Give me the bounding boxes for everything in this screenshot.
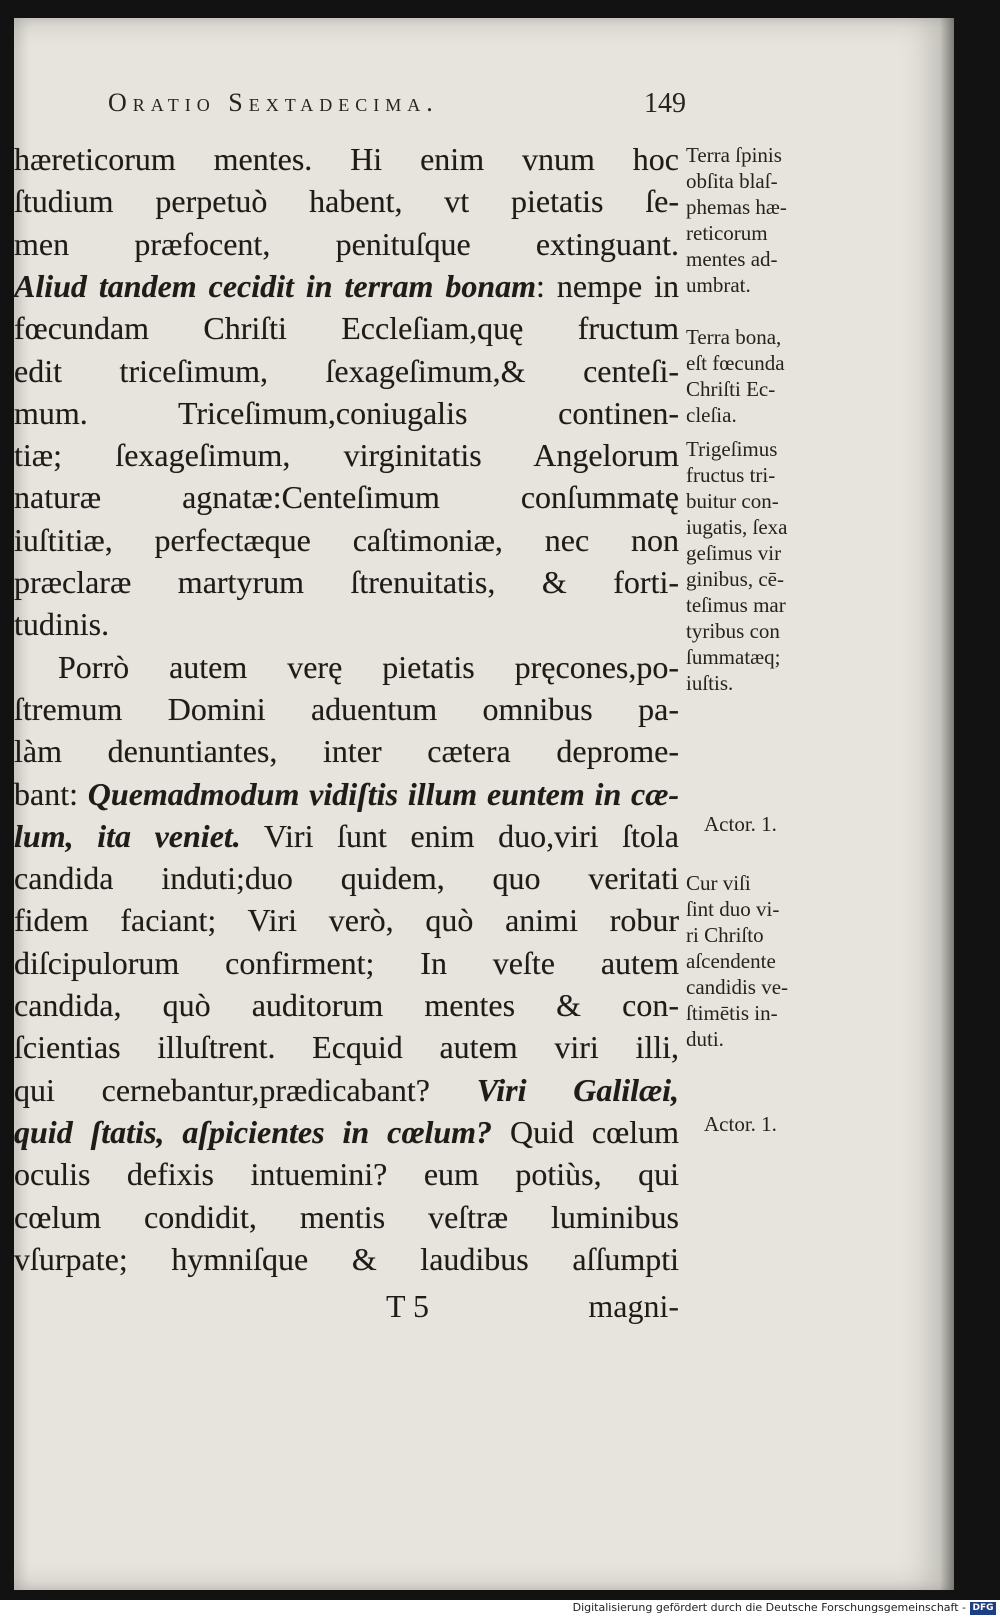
dfg-logo: DFG bbox=[970, 1602, 996, 1615]
text-line bbox=[14, 265, 679, 307]
margin-note-line: umbrat. bbox=[686, 273, 751, 297]
margin-note-line: iugatis, ſexa bbox=[686, 515, 788, 539]
text-run: : nempe in bbox=[536, 267, 679, 304]
margin-note bbox=[704, 1111, 854, 1137]
text-run: tudinis. bbox=[14, 606, 110, 643]
text-line bbox=[14, 223, 679, 265]
italic-text-run: Aliud tandem cecidit in terram bonam bbox=[14, 267, 537, 304]
text-line bbox=[14, 857, 679, 899]
text-line bbox=[14, 1111, 679, 1153]
text-line bbox=[14, 984, 679, 1026]
text-line bbox=[14, 773, 679, 815]
italic-text-run: Quemadmodum vidiſtis illum euntem in cæ- bbox=[87, 775, 680, 812]
page-number: 149 bbox=[644, 88, 686, 119]
text-line bbox=[14, 561, 679, 603]
text-run: ſtudium perpetuò habent, vt pietatis ſe- bbox=[14, 183, 679, 220]
text-run: præclaræ martyrum ſtrenuitatis, & forti- bbox=[14, 564, 679, 600]
text-line bbox=[14, 899, 679, 941]
text-line bbox=[14, 815, 679, 857]
text-line bbox=[14, 688, 679, 730]
text-run: ſcientias illuſtrent. Ecquid autem viri illi, bbox=[14, 1029, 679, 1066]
running-head-title: Oratio Sextadecima. bbox=[108, 88, 439, 117]
margin-note-line: iuſtis. bbox=[686, 671, 734, 695]
margin-note-line: ſtimētis in- bbox=[686, 1001, 778, 1025]
margin-note-line: Terra ſpinis bbox=[686, 143, 782, 167]
italic-text-run: quid ſtatis, aſpicientes in cœlum? bbox=[14, 1113, 493, 1150]
margin-note-line: Cur viſi bbox=[686, 871, 751, 895]
margin-note-line: tyribus con bbox=[686, 619, 780, 643]
text-run: iuſtitiæ, perfectæque caſtimoniæ, nec non bbox=[14, 521, 679, 558]
margin-note-line: candidis ve- bbox=[686, 975, 789, 999]
funding-notice: Digitalisierung gefördert durch die Deutsche Forschungsgemeinschaft - bbox=[572, 1601, 966, 1614]
margin-note-line: fructus tri- bbox=[686, 463, 776, 487]
margin-note-line: phemas hæ- bbox=[686, 195, 787, 219]
text-run: tiæ; ſexageſimum, virginitatis Angelorum bbox=[14, 437, 679, 474]
margin-note bbox=[686, 324, 836, 428]
text-line bbox=[14, 307, 679, 349]
margin-note bbox=[686, 436, 836, 696]
text-line bbox=[14, 180, 679, 222]
margin-note-line: Trigeſimus bbox=[686, 437, 778, 461]
text-run: qui cernebantur,prædicabant? bbox=[14, 1071, 477, 1108]
text-run: Quid cœlum bbox=[492, 1113, 679, 1150]
margin-note-line: eſt fœcunda bbox=[686, 351, 785, 375]
book-page bbox=[14, 18, 954, 1590]
margin-note-line: ri Chriſto bbox=[686, 923, 764, 947]
text-run: diſcipulorum confirment; In veſte autem bbox=[14, 944, 679, 981]
margin-note-line: Terra bona, bbox=[686, 325, 782, 349]
text-line bbox=[14, 350, 679, 392]
text-run: hæreticorum mentes. Hi enim vnum hoc bbox=[14, 141, 679, 177]
text-line bbox=[14, 392, 679, 434]
margin-note-line: aſcendente bbox=[686, 949, 776, 973]
margin-note-line: Chriſti Ec- bbox=[686, 377, 776, 401]
running-head bbox=[108, 88, 708, 128]
catchword-line bbox=[374, 1288, 679, 1332]
margin-note-line: geſimus vir bbox=[686, 541, 782, 565]
margin-note-line: teſimus mar bbox=[686, 593, 786, 617]
text-run: vſurpate; hymniſque & laudibus aſſumpti bbox=[14, 1240, 679, 1277]
text-line bbox=[14, 1026, 679, 1068]
text-run: Porrò autem verę pietatis pręcones,po- bbox=[58, 648, 679, 685]
text-line bbox=[14, 138, 679, 180]
margin-note-line: duti. bbox=[686, 1027, 724, 1051]
text-run: candida induti;duo quidem, quo veritati bbox=[14, 860, 679, 897]
text-line bbox=[14, 1153, 679, 1195]
text-line bbox=[14, 603, 679, 645]
text-run: oculis defixis intuemini? eum potiùs, qui bbox=[14, 1156, 679, 1193]
text-run: candida, quò auditorum mentes & con- bbox=[14, 987, 679, 1023]
text-run: fœcundam Chriſti Eccleſiam,quę fructum bbox=[14, 310, 679, 347]
text-run: fidem faciant; Viri verò, quò animi robur bbox=[14, 902, 679, 939]
margin-note-line: buitur con- bbox=[686, 489, 779, 513]
text-line bbox=[14, 519, 679, 561]
text-run: men præfocent, penituſque extinguant. bbox=[14, 225, 679, 262]
text-run: Viri ſunt enim duo,viri ſtola bbox=[240, 817, 680, 854]
text-run: mum. Triceſimum,coniugalis continen- bbox=[14, 394, 679, 431]
italic-text-run: lum, ita veniet. bbox=[14, 817, 241, 854]
text-run: bant: bbox=[14, 775, 88, 812]
text-line bbox=[14, 1196, 679, 1238]
text-run: naturæ agnatæ:Centeſimum conſummatę bbox=[14, 479, 679, 516]
text-run: làm denuntiantes, inter cætera deprome- bbox=[14, 733, 679, 770]
footer-bar bbox=[0, 1600, 1000, 1617]
margin-note-line: Actor. 1. bbox=[704, 1112, 777, 1136]
margin-note-line: cleſia. bbox=[686, 403, 737, 427]
text-line bbox=[14, 476, 679, 518]
text-run: ſtremum Domini aduentum omnibus pa- bbox=[14, 690, 679, 727]
text-line bbox=[14, 646, 679, 688]
catchword: magni- bbox=[588, 1288, 679, 1324]
text-line bbox=[14, 942, 679, 984]
margin-note bbox=[704, 811, 854, 837]
margin-note-line: obſita blaſ- bbox=[686, 169, 778, 193]
margin-note-line: Actor. 1. bbox=[704, 812, 777, 836]
margin-note-line: ſint duo vi- bbox=[686, 897, 780, 921]
signature-mark: T 5 bbox=[386, 1288, 429, 1324]
text-run: edit triceſimum, ſexageſimum,& centeſi- bbox=[14, 352, 679, 389]
margin-note-line: ginibus, cē- bbox=[686, 567, 784, 591]
margin-note-line: mentes ad- bbox=[686, 247, 778, 271]
text-line bbox=[14, 1069, 679, 1111]
text-run: cœlum condidit, mentis veſtræ luminibus bbox=[14, 1198, 679, 1235]
margin-note-line: ſummatæq; bbox=[686, 645, 781, 669]
margin-note-line: reticorum bbox=[686, 221, 768, 245]
margin-note bbox=[686, 142, 836, 298]
text-line bbox=[14, 434, 679, 476]
text-line bbox=[14, 730, 679, 772]
margin-note bbox=[686, 870, 836, 1052]
italic-text-run: Viri Galilæi, bbox=[476, 1071, 680, 1108]
text-line bbox=[14, 1238, 679, 1280]
